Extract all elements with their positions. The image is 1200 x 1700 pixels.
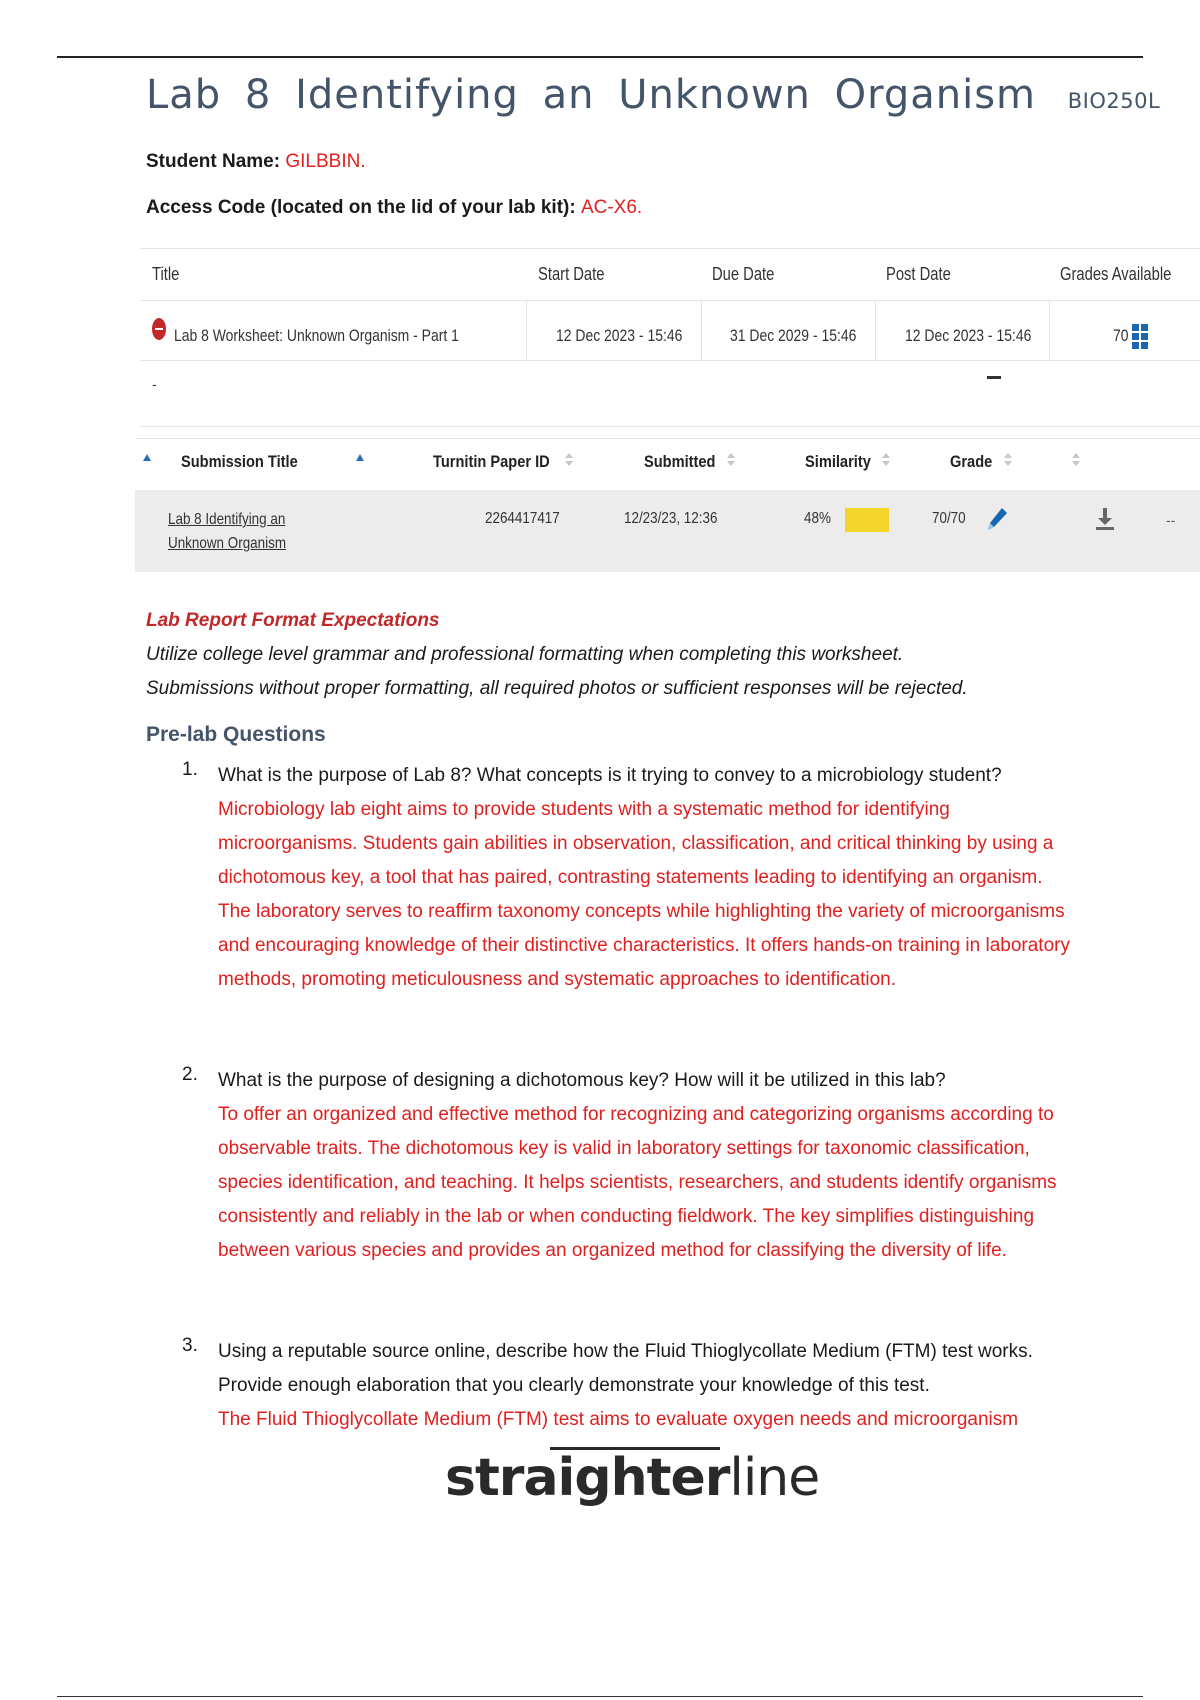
submission-title-line1[interactable]: Lab 8 Identifying an: [168, 511, 286, 528]
answer-text: The Fluid Thioglycollate Medium (FTM) test aims to evaluate oxygen needs and microorganism: [218, 1409, 1019, 1430]
page-title: [146, 72, 1160, 118]
col-turnitin-paper-id[interactable]: Turnitin Paper ID: [433, 452, 550, 471]
student-name-value: GILBBIN.: [285, 151, 366, 172]
assignment-title-link[interactable]: Lab 8 Worksheet: Unknown Organism - Part 1: [174, 326, 459, 345]
answer-text: Microbiology lab eight aims to provide students with a systematic method for identifying microorganisms. Students gain abilities in observation, classification, and critical thinking by using a dichotomous key, a tool that has paired, contrasting statements leading to identifying an organism. The laboratory serves to reaffirm taxonomy concepts while highlighting the variety of microorganisms and encouraging knowledge of their distinctive characteristics. It offers hands-on training in laboratory methods, promoting meticulousness and systematic approaches to identification.: [218, 799, 1070, 990]
sort-icon[interactable]: [1004, 452, 1012, 468]
more-options[interactable]: --: [1166, 512, 1176, 528]
col-due-date[interactable]: Due Date: [712, 264, 775, 284]
collapse-icon[interactable]: [152, 318, 166, 340]
col-submitted[interactable]: Submitted: [644, 452, 716, 471]
format-line-2: Submissions without proper formatting, all required photos or sufficient responses will be rejected.: [146, 678, 968, 699]
title-text: Lab 8 Identifying an Unknown Organism: [146, 72, 1037, 118]
similarity-bar[interactable]: [845, 508, 889, 532]
table-row: [135, 490, 1200, 572]
table-border: [140, 300, 1200, 301]
col-grades-available[interactable]: Grades Available: [1060, 264, 1172, 284]
prelab-heading: Pre-lab Questions: [146, 723, 326, 746]
paper-id-value: 2264417417: [485, 510, 560, 527]
question-text: Using a reputable source online, describe how the Fluid Thioglycollate Medium (FTM) test works. Provide enough elaboration that you clearly demonstrate your knowledge of this test.: [218, 1341, 1033, 1396]
sort-icon[interactable]: [727, 452, 735, 468]
pencil-icon[interactable]: [986, 506, 1008, 532]
assignment-table: [140, 248, 1200, 428]
top-rule: [57, 56, 1143, 58]
access-code-value: AC-X6.: [580, 197, 643, 218]
sort-asc-icon[interactable]: [143, 454, 151, 461]
table-divider: [526, 300, 527, 360]
table-border: [140, 426, 1200, 427]
student-name-label: Student Name:: [146, 151, 281, 172]
format-line-1: Utilize college level grammar and professional formatting when completing this worksheet.: [146, 644, 904, 665]
grade-value: 70/70: [932, 510, 966, 527]
logo-bold: straighter: [445, 1448, 730, 1508]
col-submission-title[interactable]: Submission Title: [181, 452, 298, 471]
col-start-date[interactable]: Start Date: [538, 264, 605, 284]
bottom-rule: [57, 1696, 1143, 1697]
submission-title-line2[interactable]: Unknown Organism: [168, 535, 287, 552]
table-divider: [875, 300, 876, 360]
table-border: [140, 248, 1200, 249]
col-post-date[interactable]: Post Date: [886, 264, 951, 284]
sort-asc-icon[interactable]: [356, 454, 364, 461]
table-divider: [1049, 300, 1050, 360]
straighterline-logo: [445, 1448, 819, 1508]
table-border: [140, 360, 1200, 361]
download-icon[interactable]: [1093, 506, 1117, 532]
access-code-label: Access Code (located on the lid of your lab kit):: [146, 197, 576, 218]
question-number: 3.: [182, 1335, 198, 1356]
question-number: 2.: [182, 1064, 198, 1085]
row-dash: -: [152, 376, 157, 392]
logo-thin: line: [729, 1448, 820, 1508]
sort-icon[interactable]: [1072, 452, 1080, 468]
grid-icon[interactable]: [1132, 324, 1149, 349]
post-date-value: 12 Dec 2023 - 15:46: [905, 326, 1032, 345]
submitted-value: 12/23/23, 12:36: [624, 510, 718, 527]
grades-available-value: 70: [1113, 326, 1129, 345]
course-code: BIO250L: [1067, 89, 1161, 113]
col-grade[interactable]: Grade: [950, 452, 993, 471]
student-name-field: [146, 151, 366, 173]
submission-table: [135, 438, 1200, 572]
access-code-field: [146, 197, 642, 219]
start-date-value: 12 Dec 2023 - 15:46: [556, 326, 683, 345]
due-date-value: 31 Dec 2029 - 15:46: [730, 326, 857, 345]
similarity-value[interactable]: 48%: [804, 510, 831, 527]
format-heading: Lab Report Format Expectations: [146, 610, 440, 631]
table-divider: [701, 300, 702, 360]
submission-title-link[interactable]: [168, 508, 286, 556]
question-number: 1.: [182, 759, 198, 780]
question-text: What is the purpose of designing a dichotomous key? How will it be utilized in this lab?: [218, 1070, 946, 1091]
answer-text: To offer an organized and effective method for recognizing and categorizing organisms according to observable traits. The dichotomous key is valid in laboratory settings for taxonomic classification, species identification, and teaching. It helps scientists, researchers, and students identify organisms consistently and reliably in the lab or when conducting fieldwork. The key simplifies distinguishing between various species and provides an organized method for classifying the diversity of life.: [218, 1104, 1057, 1261]
sort-icon[interactable]: [882, 452, 890, 468]
sort-icon[interactable]: [565, 452, 573, 468]
col-similarity[interactable]: Similarity: [805, 452, 871, 471]
loading-indicator: [987, 376, 1001, 379]
col-title[interactable]: Title: [152, 264, 180, 284]
question-text: What is the purpose of Lab 8? What concepts is it trying to convey to a microbiology student?: [218, 765, 1002, 786]
